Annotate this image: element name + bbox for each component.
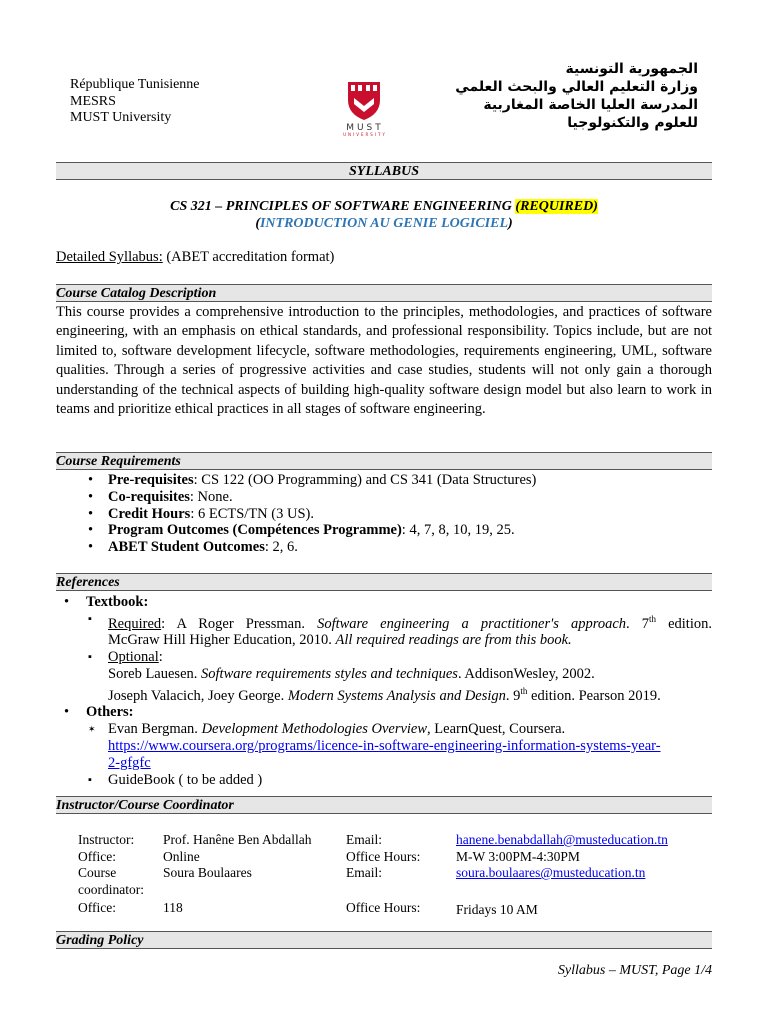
paren-close: ) bbox=[508, 216, 513, 231]
detailed-syllabus bbox=[56, 249, 334, 266]
coordinator-email[interactable]: soura.boulaares@musteducation.tn bbox=[456, 865, 646, 880]
table-row: Office: 118 Office Hours: Fridays 10 AM bbox=[78, 900, 538, 917]
required-reference: ▪ Required: A Roger Pressman. Software engineering a practitioner's approach. 7th edition. bbox=[62, 611, 712, 633]
logo-subtext: UNIVERSITY bbox=[343, 132, 387, 137]
header-left bbox=[70, 77, 200, 127]
optional-reference-2: Joseph Valacich, Joey George. Modern Systems Analysis and Design. 9th edition. Pearson 2019. bbox=[108, 685, 661, 704]
required-badge: (REQUIRED) bbox=[515, 199, 598, 214]
requirements-list bbox=[84, 472, 536, 556]
header-arabic-line: المدرسة العليا الخاصة المغاربية للعلوم والتكنولوجيا bbox=[483, 97, 698, 131]
others-item: • Others: bbox=[62, 704, 712, 721]
syllabus-bar: SYLLABUS bbox=[56, 162, 712, 180]
grading-heading: Grading Policy bbox=[56, 931, 712, 949]
table-row: Instructor: Prof. Hanêne Ben Abdallah Email: hanene.benabdallah@musteducation.tn bbox=[78, 832, 668, 847]
logo-text: MUST bbox=[346, 123, 384, 133]
instructor-heading: Instructor/Course Coordinator bbox=[56, 796, 712, 814]
requirements-heading: Course Requirements bbox=[56, 452, 712, 470]
header-country: République Tunisienne bbox=[70, 77, 200, 92]
list-item: • Co-requisites: None. bbox=[84, 489, 536, 506]
optional-reference-1: Soreb Lauesen. Software requirements styles and techniques. AddisonWesley, 2002. bbox=[108, 666, 595, 683]
course-title-block bbox=[56, 198, 712, 232]
catalog-description: This course provides a comprehensive introduction to the principles, methodologies, and practices of software engineering, with an emphasis on ethical standards, and professional responsibility. Topics include, but are not limited to, software development lifecycle, software methodologies, requirements engineering, UML, software qualities. Through a series of progressive activities and case studies, students will not only gain a thorough understanding of the technical aspects of building high-quality software design model but also learn to work in teams and prioritize ethical practices in all stages of software engineering. bbox=[56, 304, 712, 418]
page-footer: Syllabus – MUST, Page 1/4 bbox=[557, 963, 712, 978]
table-row: Office: Online Office Hours: M-W 3:00PM-4:30PM bbox=[78, 848, 580, 864]
detailed-syllabus-label: Detailed Syllabus: bbox=[56, 249, 163, 265]
header-arabic-line: الجمهورية التونسية bbox=[565, 61, 698, 77]
coursera-link[interactable]: https://www.coursera.org/programs/licence-in-software-engineering-information-systems-year- 2-gfgfc bbox=[108, 738, 661, 771]
coursera-link-block bbox=[62, 738, 712, 772]
header-ministry: MESRS bbox=[70, 93, 116, 109]
header-right-arabic bbox=[448, 60, 698, 132]
course-title: CS 321 – PRINCIPLES OF SOFTWARE ENGINEERING bbox=[170, 199, 516, 214]
other-reference-2: ▪ GuideBook ( to be added ) bbox=[62, 772, 712, 789]
list-item: • Pre-requisites: CS 122 (OO Programming) and CS 341 (Data Structures) bbox=[84, 472, 536, 489]
textbook-item: • Textbook: bbox=[62, 594, 712, 611]
references-heading: References bbox=[56, 573, 712, 591]
header-arabic-line: وزارة التعليم العالي والبحث العلمي bbox=[455, 79, 698, 95]
instructor-email[interactable]: hanene.benabdallah@musteducation.tn bbox=[456, 832, 668, 847]
references-list bbox=[62, 594, 712, 788]
paren-open: ( bbox=[255, 216, 260, 231]
required-reference-cont: McGraw Hill Higher Education, 2010. All required readings are from this book. bbox=[108, 632, 572, 649]
optional-item: ▪ Optional: bbox=[62, 649, 712, 666]
list-item: • Credit Hours: 6 ECTS/TN (3 US). bbox=[84, 506, 536, 523]
table-row: Course coordinator: Soura Boulaares Email: soura.boulaares@musteducation.tn bbox=[78, 865, 646, 897]
catalog-heading: Course Catalog Description bbox=[56, 284, 712, 302]
other-reference-1: ✶ Evan Bergman. Development Methodologies Overview, LearnQuest, Coursera. bbox=[62, 721, 712, 738]
list-item: • Program Outcomes (Compétences Programme): 4, 7, 8, 10, 19, 25. bbox=[84, 522, 536, 539]
detailed-syllabus-value: (ABET accreditation format) bbox=[162, 249, 335, 265]
university-logo bbox=[330, 78, 402, 138]
list-item: • ABET Student Outcomes: 2, 6. bbox=[84, 539, 536, 556]
instructor-table bbox=[78, 832, 668, 919]
french-title: INTRODUCTION AU GENIE LOGICIEL bbox=[259, 216, 508, 231]
header-university: MUST University bbox=[70, 110, 172, 125]
